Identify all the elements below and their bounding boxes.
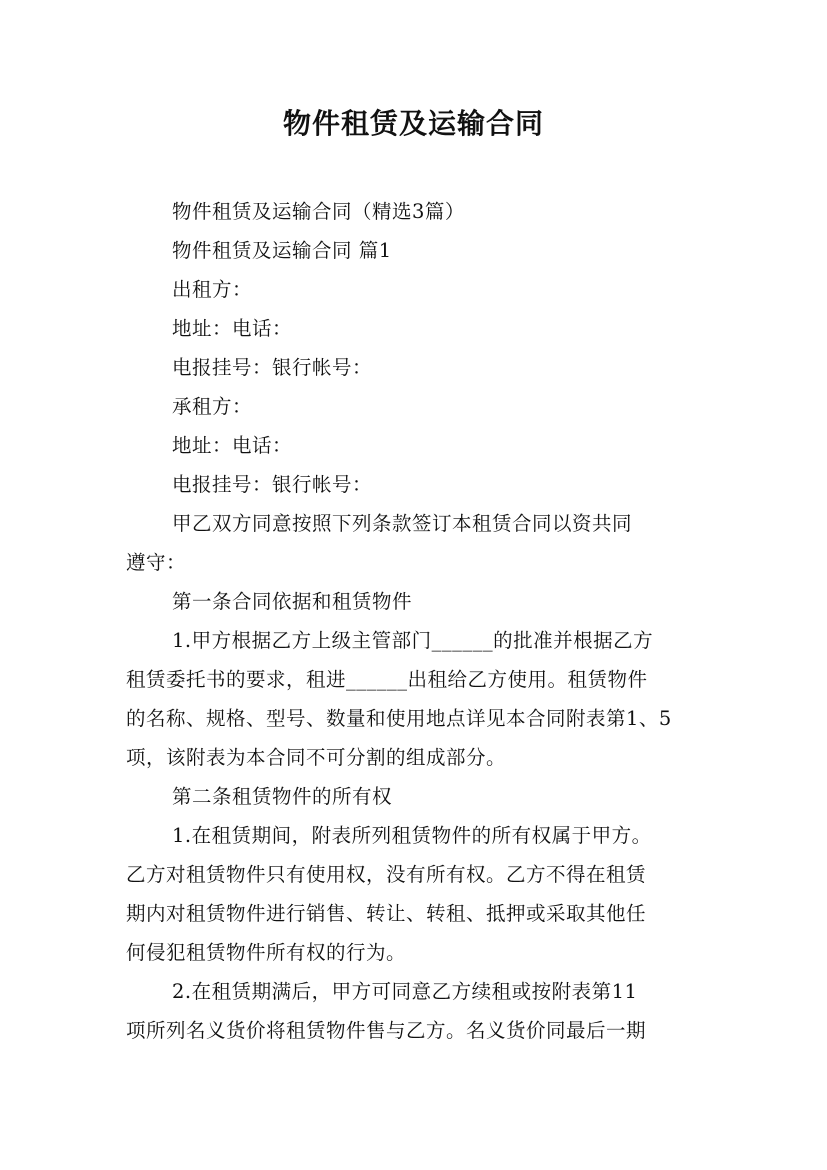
lessor-address-phone: 地址：电话： (172, 317, 293, 340)
paragraph-line: 期内对租赁物件进行销售、转让、转租、抵押或采取其他任 (126, 902, 647, 925)
paragraph-line: 1.在租赁期间，附表所列租赁物件的所有权属于甲方。 (172, 824, 652, 847)
paragraph-line: 项，该附表为本合同不可分割的组成部分。 (126, 746, 507, 769)
lessor-telegraph-bank: 电报挂号：银行帐号： (172, 356, 373, 379)
paragraph-line: 乙方对租赁物件只有使用权，没有所有权。乙方不得在租赁 (126, 863, 647, 886)
paragraph-line: 1.甲方根据乙方上级主管部门______的批准并根据乙方 (172, 629, 654, 652)
section-heading: 物件租赁及运输合同 篇1 (172, 239, 392, 262)
document-body (126, 192, 736, 1050)
paragraph-line: 的名称、规格、型号、数量和使用地点详见本合同附表第1、5 (126, 707, 672, 730)
article-heading: 第一条合同依据和租赁物件 (172, 590, 413, 613)
article-heading: 第二条租赁物件的所有权 (172, 785, 393, 808)
subtitle-line: 物件租赁及运输合同（精选3篇） (172, 200, 465, 223)
paragraph-line: 租赁委托书的要求，租进______出租给乙方使用。租赁物件 (126, 668, 648, 691)
paragraph-line: 项所列名义货价将租赁物件售与乙方。名义货价同最后一期 (126, 1019, 647, 1042)
lessee-telegraph-bank: 电报挂号：银行帐号： (172, 473, 373, 496)
paragraph-line: 何侵犯租赁物件所有权的行为。 (126, 941, 407, 964)
paragraph-line: 遵守： (126, 551, 187, 574)
paragraph-line: 甲乙双方同意按照下列条款签订本租赁合同以资共同 (172, 512, 633, 535)
lessor-label: 出租方： (172, 278, 253, 301)
lessee-label: 承租方： (172, 395, 253, 418)
paragraph-line: 2.在租赁期满后，甲方可同意乙方续租或按附表第11 (172, 980, 638, 1003)
document-title: 物件租赁及运输合同 (282, 107, 544, 140)
lessee-address-phone: 地址：电话： (172, 434, 293, 457)
